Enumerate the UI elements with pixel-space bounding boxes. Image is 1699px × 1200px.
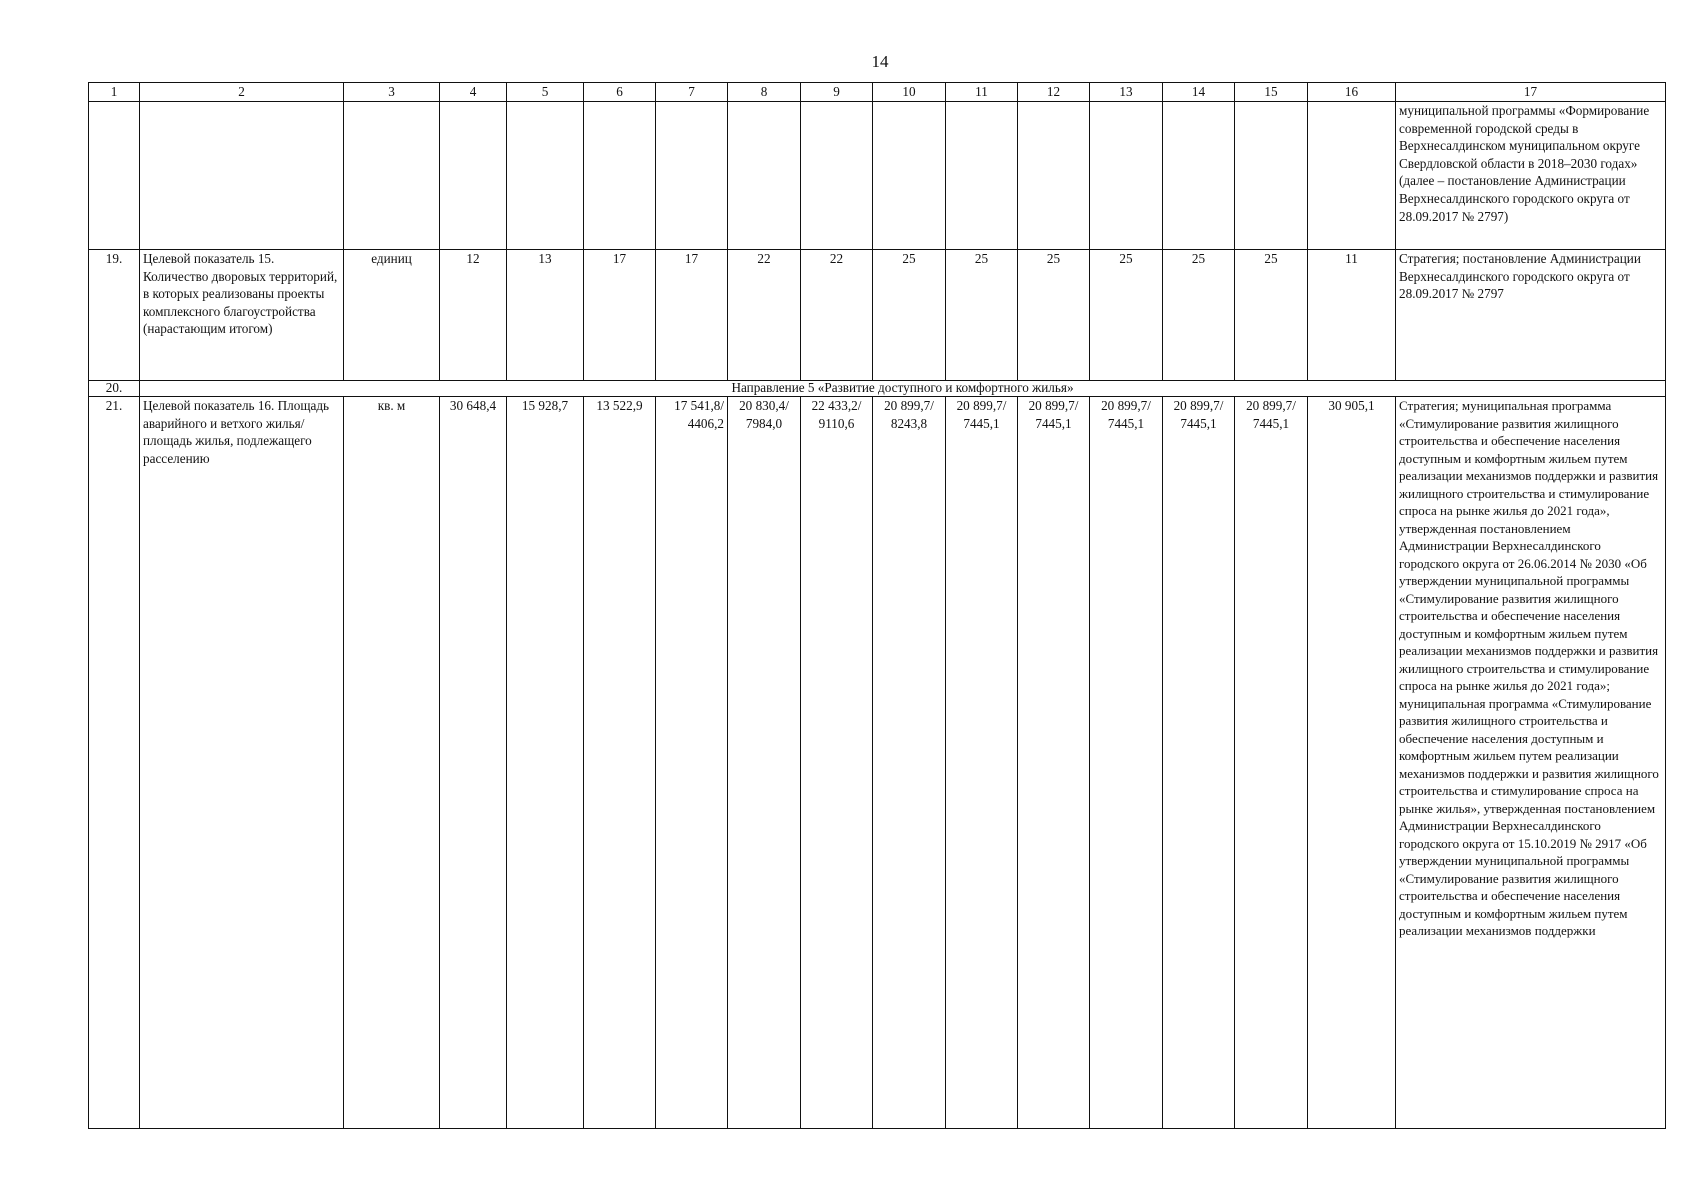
- header-col-8: 8: [728, 83, 801, 102]
- indicators-table: [88, 82, 1666, 1129]
- header-col-5: 5: [507, 83, 584, 102]
- value-cell: 17 541,8/ 4406,2: [656, 397, 728, 1129]
- cell: [344, 102, 440, 250]
- cell: [946, 102, 1018, 250]
- cell: [1018, 102, 1090, 250]
- row-number: 19.: [89, 250, 140, 381]
- section-title: Направление 5 «Развитие доступного и комфортного жилья»: [140, 381, 1666, 397]
- row-number: 20.: [89, 381, 140, 397]
- cell: [873, 102, 946, 250]
- value-cell: 20 899,7/ 7445,1: [1090, 397, 1163, 1129]
- header-col-7: 7: [656, 83, 728, 102]
- value-cell: 17: [656, 250, 728, 381]
- value-cell: 20 899,7/ 7445,1: [946, 397, 1018, 1129]
- header-row: [89, 83, 1666, 102]
- value-cell: 20 899,7/ 7445,1: [1163, 397, 1235, 1129]
- value-cell: 20 899,7/ 7445,1: [1235, 397, 1308, 1129]
- header-col-6: 6: [584, 83, 656, 102]
- cell: [140, 102, 344, 250]
- value-cell: 25: [1090, 250, 1163, 381]
- header-col-16: 16: [1308, 83, 1396, 102]
- value-cell: 17: [584, 250, 656, 381]
- value-cell: 11: [1308, 250, 1396, 381]
- header-col-1: 1: [89, 83, 140, 102]
- value-cell: 15 928,7: [507, 397, 584, 1129]
- table-row-20: [89, 381, 1666, 397]
- cell: [1090, 102, 1163, 250]
- table-row-19: [89, 250, 1666, 381]
- indicator-name: Целевой показатель 16. Площадь аварийного и ветхого жилья/площадь жилья, подлежащего расселению: [140, 397, 344, 1129]
- header-col-2: 2: [140, 83, 344, 102]
- header-col-4: 4: [440, 83, 507, 102]
- indicator-name: Целевой показатель 15. Количество дворовых территорий, в которых реализованы проекты комплексного благоустройства (нарастающим итогом): [140, 250, 344, 381]
- unit: единиц: [344, 250, 440, 381]
- cell: [1163, 102, 1235, 250]
- header-col-11: 11: [946, 83, 1018, 102]
- cell: [1308, 102, 1396, 250]
- value-cell: 25: [1163, 250, 1235, 381]
- value-cell: 20 830,4/ 7984,0: [728, 397, 801, 1129]
- unit: кв. м: [344, 397, 440, 1129]
- page-number: 14: [871, 52, 889, 71]
- cell: [656, 102, 728, 250]
- header-col-10: 10: [873, 83, 946, 102]
- value-cell: 25: [873, 250, 946, 381]
- header-col-9: 9: [801, 83, 873, 102]
- source-text: Стратегия; муниципальная программа «Стимулирование развития жилищного строительства и обеспечение населения доступным и комфортным жильем путем реализации механизмов поддержки и развития жилищного строительства и стимулирование спроса на рынке жилья до 2021 года», утвержденная постановлением Администрации Верхнесалдинского городского округа от 26.06.2014 № 2030 «Об утверждении муниципальной программы «Стимулирование развития жилищного строительства и обеспечение населения доступным и комфортным жильем путем реализации механизмов поддержки и развития жилищного строительства и стимулирование спроса на рынке жилья до 2021 года»; муниципальная программа «Стимулирование развития жилищного строительства и обеспечение населения доступным и комфортным жильем путем реализации механизмов поддержки и развития жилищного строительства и стимулирование спроса на рынке жилья», утвержденная постановлением Администрации Верхнесалдинского городского округа от 15.10.2019 № 2917 «Об утверждении муниципальной программы «Стимулирование развития жилищного строительства и обеспечение населения доступным и комфортным жильем путем реализации механизмов поддержки: [1396, 397, 1666, 1129]
- value-cell: 25: [946, 250, 1018, 381]
- value-cell: 22: [801, 250, 873, 381]
- cell: [584, 102, 656, 250]
- value-cell: 12: [440, 250, 507, 381]
- cell: [1235, 102, 1308, 250]
- cell: [728, 102, 801, 250]
- header-col-17: 17: [1396, 83, 1666, 102]
- value-cell: 25: [1018, 250, 1090, 381]
- value-cell: 30 648,4: [440, 397, 507, 1129]
- value-cell: 13 522,9: [584, 397, 656, 1129]
- value-cell: 13: [507, 250, 584, 381]
- cell: [507, 102, 584, 250]
- table-row-continuation: [89, 102, 1666, 250]
- header-col-14: 14: [1163, 83, 1235, 102]
- value-cell: 20 899,7/ 8243,8: [873, 397, 946, 1129]
- source-text: муниципальной программы «Формирование современной городской среды в Верхнесалдинском муниципальном округе Свердловской области в 2018–2030 годах» (далее – постановление Администрации Верхнесалдинского городского округа от 28.09.2017 № 2797): [1396, 102, 1666, 250]
- header-col-15: 15: [1235, 83, 1308, 102]
- header-col-13: 13: [1090, 83, 1163, 102]
- value-cell: 30 905,1: [1308, 397, 1396, 1129]
- value-cell: 20 899,7/ 7445,1: [1018, 397, 1090, 1129]
- cell: [89, 102, 140, 250]
- cell: [801, 102, 873, 250]
- row-number: 21.: [89, 397, 140, 1129]
- header-col-12: 12: [1018, 83, 1090, 102]
- value-cell: 22: [728, 250, 801, 381]
- header-col-3: 3: [344, 83, 440, 102]
- table-row-21: [89, 397, 1666, 1129]
- value-cell: 22 433,2/ 9110,6: [801, 397, 873, 1129]
- value-cell: 25: [1235, 250, 1308, 381]
- source-text: Стратегия; постановление Администрации Верхнесалдинского городского округа от 28.09.2017 № 2797: [1396, 250, 1666, 381]
- cell: [440, 102, 507, 250]
